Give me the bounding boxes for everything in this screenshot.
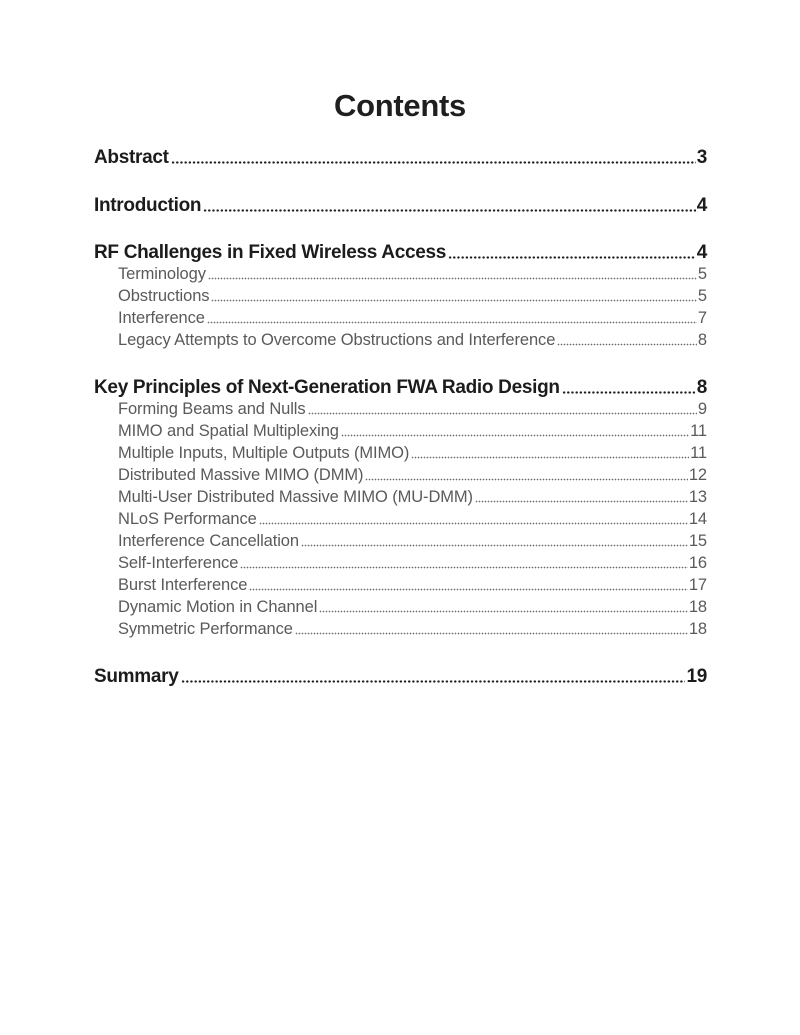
toc-entry-title: Forming Beams and Nulls — [118, 400, 306, 418]
toc-entry[interactable] — [94, 377, 707, 399]
toc-entry[interactable] — [118, 309, 707, 328]
toc-entry-title: NLoS Performance — [118, 510, 257, 528]
toc-dot-leader — [301, 544, 688, 547]
toc-entry[interactable] — [118, 620, 707, 639]
toc-entry-page-number: 5 — [697, 287, 707, 305]
toc-entry-title: Burst Interference — [118, 576, 248, 594]
toc-dot-leader — [475, 500, 688, 503]
toc-entry[interactable] — [118, 554, 707, 573]
toc-entry[interactable] — [118, 265, 707, 284]
toc-entry-page-number: 15 — [688, 532, 707, 550]
toc-dot-leader — [365, 478, 687, 481]
toc-entry[interactable] — [94, 147, 707, 169]
toc-entry[interactable] — [118, 287, 707, 306]
toc-entry-title: Summary — [94, 666, 179, 687]
toc-entry-title: Terminology — [118, 265, 206, 283]
toc-entry-page-number: 12 — [688, 466, 707, 484]
toc-dot-leader — [181, 680, 686, 683]
toc-dot-leader — [249, 588, 687, 591]
toc-dot-leader — [171, 161, 696, 164]
toc-entry[interactable] — [118, 488, 707, 507]
toc-entry-title: Self-Interference — [118, 554, 239, 572]
toc-entry-page-number: 8 — [697, 331, 707, 349]
toc-dot-leader — [557, 343, 697, 346]
toc-entry-title: Interference — [118, 309, 205, 327]
toc-entry-title: Introduction — [94, 195, 202, 216]
toc-entry-title: Multiple Inputs, Multiple Outputs (MIMO) — [118, 444, 410, 462]
toc-dot-leader — [308, 412, 697, 415]
toc-entry[interactable] — [118, 444, 707, 463]
toc-entry[interactable] — [118, 466, 707, 485]
page-title: Contents — [334, 88, 466, 123]
toc-entry-page-number: 14 — [688, 510, 707, 528]
toc-entry-title: Obstructions — [118, 287, 210, 305]
toc-entry-page-number: 11 — [690, 422, 707, 440]
toc-dot-leader — [341, 434, 689, 437]
toc-entry-page-number: 19 — [686, 666, 707, 687]
toc-entry[interactable] — [118, 400, 707, 419]
toc-dot-leader — [259, 522, 688, 525]
toc-entry[interactable] — [118, 598, 707, 617]
toc-entry-page-number: 18 — [688, 620, 707, 638]
toc-entry-page-number: 5 — [697, 265, 707, 283]
toc-entry-page-number: 3 — [696, 147, 707, 168]
toc-entry[interactable] — [94, 242, 707, 264]
toc-entry-title: RF Challenges in Fixed Wireless Access — [94, 242, 447, 263]
toc-entry-page-number: 7 — [697, 309, 707, 327]
toc-entry-page-number: 17 — [688, 576, 707, 594]
toc-dot-leader — [411, 456, 689, 459]
toc-entry[interactable] — [118, 331, 707, 350]
toc-entry-title: Multi-User Distributed Massive MIMO (MU-DMM) — [118, 488, 473, 506]
toc-entry-title: Abstract — [94, 147, 169, 168]
toc-dot-leader — [207, 321, 697, 324]
toc-dot-leader — [448, 256, 696, 259]
toc-dot-leader — [295, 632, 688, 635]
toc-dot-leader — [240, 566, 688, 569]
toc-entry-title: MIMO and Spatial Multiplexing — [118, 422, 339, 440]
toc-entry-title: Dynamic Motion in Channel — [118, 598, 318, 616]
toc-entry[interactable] — [118, 510, 707, 529]
toc-dot-leader — [203, 209, 696, 212]
toc-entry-page-number: 13 — [688, 488, 707, 506]
toc-entry-page-number: 18 — [688, 598, 707, 616]
toc-entry-title: Distributed Massive MIMO (DMM) — [118, 466, 364, 484]
toc-entry[interactable] — [118, 422, 707, 441]
toc-entry-title: Symmetric Performance — [118, 620, 293, 638]
toc-dot-leader — [319, 610, 688, 613]
toc-entry[interactable] — [94, 195, 707, 217]
toc-entry-page-number: 4 — [696, 195, 707, 216]
toc-entry[interactable] — [118, 576, 707, 595]
toc-entry-page-number: 4 — [696, 242, 707, 263]
toc-entry-page-number: 16 — [688, 554, 707, 572]
toc-entry-page-number: 9 — [697, 400, 707, 418]
toc-entry-title: Key Principles of Next-Generation FWA Radio Design — [94, 377, 560, 398]
toc-entry[interactable] — [118, 532, 707, 551]
toc-entry-title: Interference Cancellation — [118, 532, 299, 550]
toc-entry-page-number: 11 — [690, 444, 707, 462]
toc-entry[interactable] — [94, 666, 707, 688]
toc-dot-leader — [208, 277, 697, 280]
toc-dot-leader — [562, 391, 696, 394]
toc-entry-title: Legacy Attempts to Overcome Obstructions and Interference — [118, 331, 556, 349]
toc-entry-page-number: 8 — [696, 377, 707, 398]
toc-dot-leader — [211, 299, 697, 302]
